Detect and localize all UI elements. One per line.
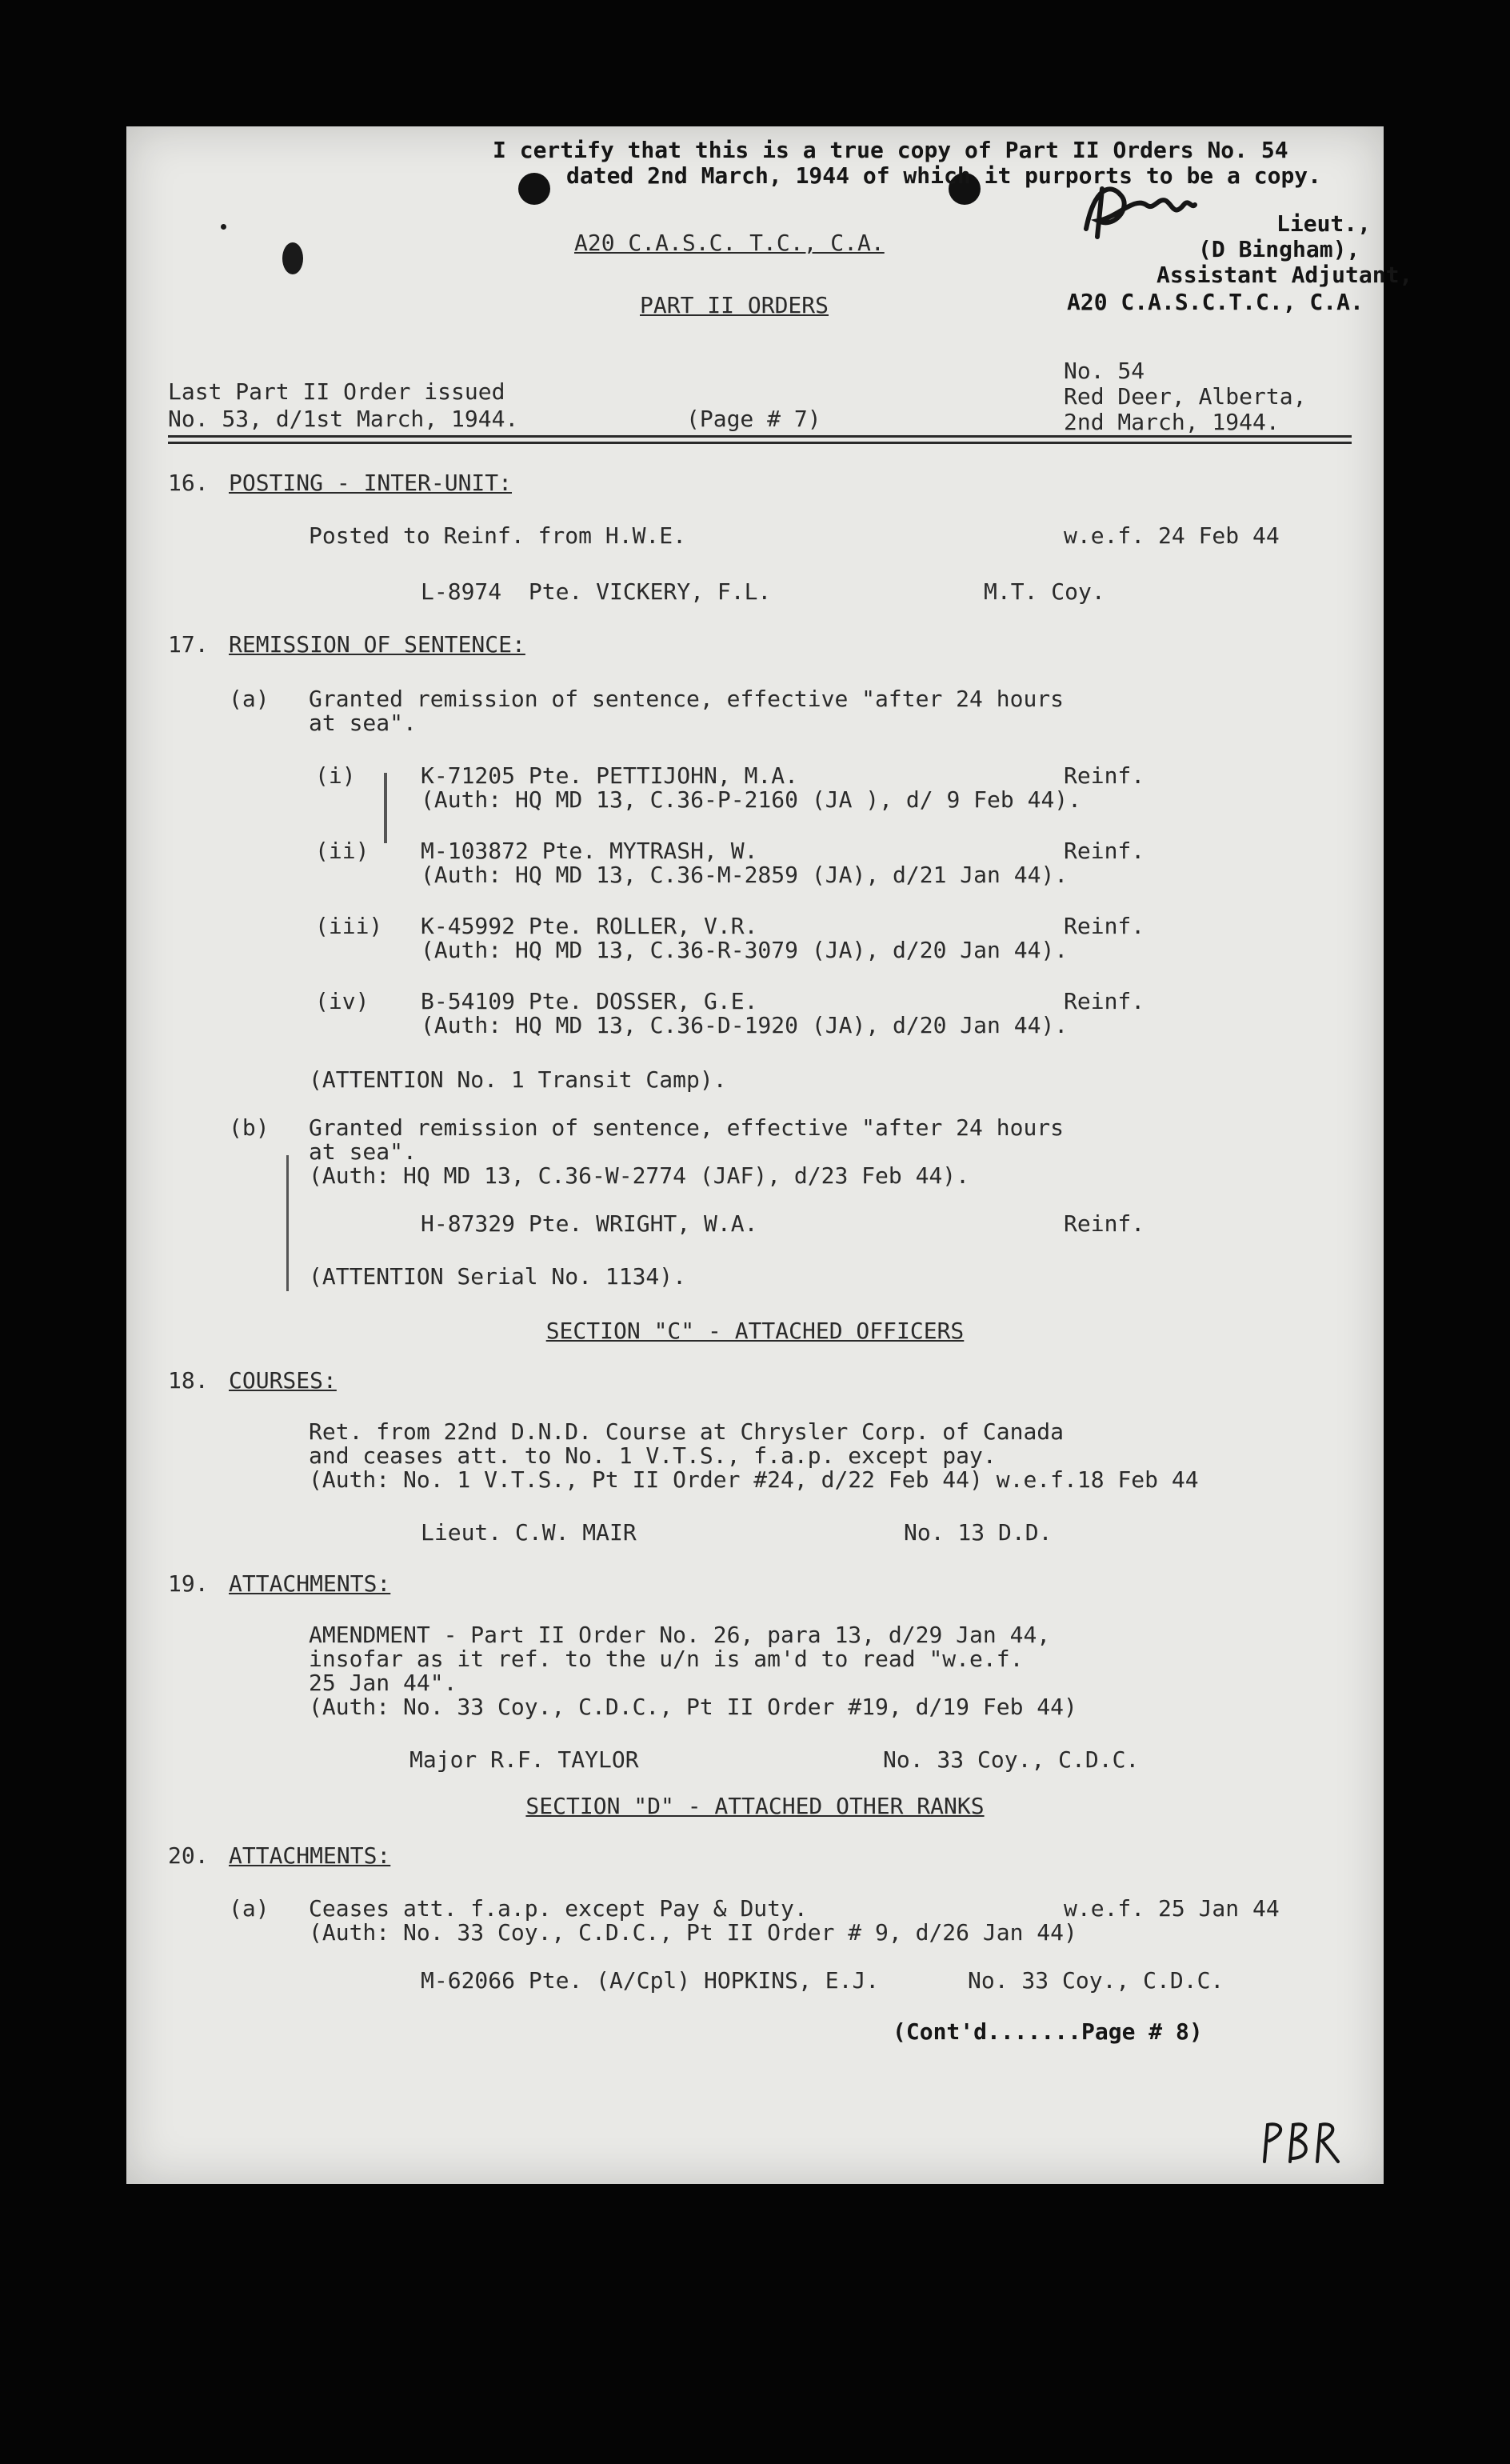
- entry-unit: Reinf.: [1064, 913, 1145, 939]
- section-c-heading: SECTION "C" - ATTACHED OFFICERS: [545, 1318, 965, 1344]
- last-issued-label: Last Part II Order issued: [168, 378, 505, 405]
- document-page: [126, 126, 1413, 2184]
- entry-authority: (Auth: HQ MD 13, C.36-D-1920 (JA), d/20 Jan 44).: [421, 1012, 1069, 1038]
- para-18-heading: COURSES:: [229, 1367, 337, 1394]
- para-17b-authority: (Auth: HQ MD 13, C.36-W-2774 (JAF), d/23 Feb 44).: [309, 1162, 970, 1189]
- para-16-wef: w.e.f. 24 Feb 44: [1064, 522, 1280, 549]
- entry-member: B-54109 Pte. DOSSER, G.E.: [421, 988, 758, 1014]
- para-18-unit: No. 13 D.D.: [904, 1519, 1053, 1546]
- para-19-text: 25 Jan 44".: [309, 1670, 457, 1696]
- entry-number: (i): [315, 762, 356, 789]
- para-20-member: M-62066 Pte. (A/Cpl) HOPKINS, E.J.: [421, 1967, 880, 1994]
- order-title: PART II ORDERS: [640, 292, 829, 318]
- para-17a-label: (a): [229, 686, 270, 712]
- para-17b-text: at sea".: [309, 1138, 417, 1165]
- unit-heading: A20 C.A.S.C. T.C., C.A.: [574, 230, 885, 256]
- para-20-unit: No. 33 Coy., C.D.C.: [968, 1967, 1224, 1994]
- continued-note: (Cont'd.......Page # 8): [893, 2018, 1203, 2045]
- ink-blot: [282, 242, 303, 274]
- entry-number: (iv): [315, 988, 370, 1014]
- page-number: (Page # 7): [686, 406, 821, 432]
- para-16-text: Posted to Reinf. from H.W.E.: [309, 522, 687, 549]
- officer-signature: [1078, 173, 1198, 245]
- section-d-heading: SECTION "D" - ATTACHED OTHER RANKS: [525, 1793, 985, 1819]
- entry-authority: (Auth: HQ MD 13, C.36-P-2160 (JA ), d/ 9 Feb 44).: [421, 786, 1082, 813]
- para-20-authority: (Auth: No. 33 Coy., C.D.C., Pt II Order # 9, d/26 Jan 44): [309, 1919, 1077, 1946]
- para-17a-text: Granted remission of sentence, effective "after 24 hours: [309, 686, 1065, 712]
- para-17b-text: Granted remission of sentence, effective "after 24 hours: [309, 1114, 1065, 1141]
- para-18-text: Ret. from 22nd D.N.D. Course at Chrysler Corp. of Canada: [309, 1418, 1065, 1445]
- para-16-member: L-8974 Pte. VICKERY, F.L.: [421, 578, 772, 605]
- entry-member: K-71205 Pte. PETTIJOHN, M.A.: [421, 762, 799, 789]
- order-date: 2nd March, 1944.: [1064, 409, 1280, 435]
- margin-mark: [286, 1155, 289, 1291]
- entry-unit: Reinf.: [1064, 838, 1145, 864]
- para-17a-text: at sea".: [309, 710, 417, 736]
- para-20-wef: w.e.f. 25 Jan 44: [1064, 1895, 1280, 1922]
- para-20-number: 20.: [168, 1842, 209, 1869]
- para-18-member: Lieut. C.W. MAIR: [421, 1519, 637, 1546]
- ink-spot: [221, 224, 226, 230]
- para-19-member: Major R.F. TAYLOR: [409, 1746, 639, 1773]
- punch-hole-left: [518, 173, 550, 205]
- para-18-text: (Auth: No. 1 V.T.S., Pt II Order #24, d/22 Feb 44) w.e.f.18 Feb 44: [309, 1466, 1199, 1493]
- para-20-heading: ATTACHMENTS:: [229, 1842, 391, 1869]
- entry-unit: Reinf.: [1064, 988, 1145, 1014]
- last-issued-value: No. 53, d/1st March, 1944.: [168, 406, 519, 432]
- para-19-text: AMENDMENT - Part II Order No. 26, para 13, d/29 Jan 44,: [309, 1622, 1051, 1648]
- certification-line-2: dated 2nd March, 1944 of which it purports to be a copy.: [566, 162, 1322, 189]
- entry-member: M-103872 Pte. MYTRASH, W.: [421, 838, 758, 864]
- para-16-number: 16.: [168, 470, 209, 496]
- certification-rank: Lieut.,: [1276, 210, 1372, 237]
- certification-appointment: Assistant Adjutant,: [1156, 262, 1413, 288]
- para-19-text: (Auth: No. 33 Coy., C.D.C., Pt II Order #19, d/19 Feb 44): [309, 1694, 1077, 1720]
- para-17b-attention: (ATTENTION Serial No. 1134).: [309, 1263, 687, 1290]
- margin-mark: [384, 773, 387, 843]
- para-19-number: 19.: [168, 1570, 209, 1597]
- para-16-heading: POSTING - INTER-UNIT:: [229, 470, 513, 496]
- para-20a-label: (a): [229, 1895, 270, 1922]
- para-16-unit: M.T. Coy.: [984, 578, 1105, 605]
- entry-authority: (Auth: HQ MD 13, C.36-M-2859 (JA), d/21 Jan 44).: [421, 862, 1069, 888]
- certification-name: (D Bingham),: [1198, 236, 1360, 262]
- header-rule: [168, 442, 1352, 444]
- header-rule: [168, 435, 1352, 438]
- para-18-number: 18.: [168, 1367, 209, 1394]
- para-17b-label: (b): [229, 1114, 270, 1141]
- para-17-number: 17.: [168, 631, 209, 658]
- para-18-text: and ceases att. to No. 1 V.T.S., f.a.p. except pay.: [309, 1442, 997, 1469]
- para-19-unit: No. 33 Coy., C.D.C.: [883, 1746, 1140, 1773]
- para-19-heading: ATTACHMENTS:: [229, 1570, 391, 1597]
- order-number: No. 54: [1064, 358, 1145, 384]
- entry-number: (iii): [315, 913, 383, 939]
- certification-unit: A20 C.A.S.C.T.C., C.A.: [1067, 289, 1364, 315]
- certification-line-1: I certify that this is a true copy of Part II Orders No. 54: [493, 137, 1288, 163]
- entry-authority: (Auth: HQ MD 13, C.36-R-3079 (JA), d/20 Jan 44).: [421, 937, 1069, 963]
- entry-number: (ii): [315, 838, 370, 864]
- entry-unit: Reinf.: [1064, 762, 1145, 789]
- entry-member: K-45992 Pte. ROLLER, V.R.: [421, 913, 758, 939]
- para-17b-unit: Reinf.: [1064, 1210, 1145, 1237]
- para-19-text: insofar as it ref. to the u/n is am'd to read "w.e.f.: [309, 1646, 1024, 1672]
- handwritten-initials: [1258, 2118, 1346, 2166]
- para-17-heading: REMISSION OF SENTENCE:: [229, 631, 525, 658]
- para-20-text: Ceases att. f.a.p. except Pay & Duty.: [309, 1895, 808, 1922]
- para-17a-attention: (ATTENTION No. 1 Transit Camp).: [309, 1066, 727, 1093]
- para-17b-member: H-87329 Pte. WRIGHT, W.A.: [421, 1210, 758, 1237]
- order-place: Red Deer, Alberta,: [1064, 383, 1307, 410]
